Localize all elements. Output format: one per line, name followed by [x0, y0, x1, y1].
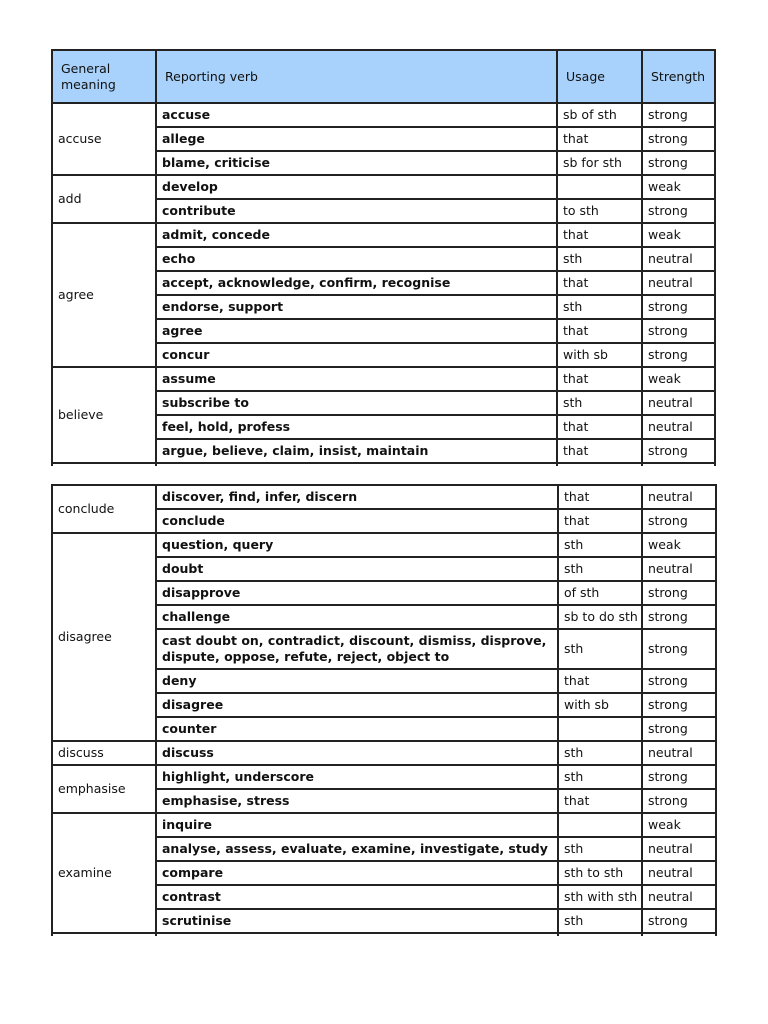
- usage-cell: sth to sth: [558, 861, 642, 885]
- reporting-verb-cell: subscribe to: [156, 391, 557, 415]
- table-row: [52, 741, 716, 765]
- usage-cell: sb to do sth: [558, 605, 642, 629]
- strength-cell: strong: [642, 127, 715, 151]
- table-bottom-stub: [52, 933, 716, 936]
- usage-cell: sth: [558, 741, 642, 765]
- strength-cell: strong: [642, 669, 716, 693]
- reporting-verb-cell: admit, concede: [156, 223, 557, 247]
- strength-cell: neutral: [642, 557, 716, 581]
- usage-cell: that: [557, 319, 642, 343]
- header-reporting-verb: Reporting verb: [156, 50, 557, 103]
- strength-cell: strong: [642, 103, 715, 127]
- general-meaning-cell: emphasise: [52, 765, 156, 813]
- reporting-verb-cell: blame, criticise: [156, 151, 557, 175]
- strength-cell: weak: [642, 175, 715, 199]
- strength-cell: strong: [642, 343, 715, 367]
- strength-cell: strong: [642, 509, 716, 533]
- reporting-verb-cell: disagree: [156, 693, 558, 717]
- reporting-verb-cell: cast doubt on, contradict, discount, dismiss, disprove, dispute, oppose, refute, reject, object to: [156, 629, 558, 669]
- reporting-verb-cell: conclude: [156, 509, 558, 533]
- usage-cell: that: [558, 789, 642, 813]
- reporting-verb-cell: analyse, assess, evaluate, examine, investigate, study: [156, 837, 558, 861]
- reporting-verb-cell: endorse, support: [156, 295, 557, 319]
- usage-cell: sth: [558, 837, 642, 861]
- usage-cell: [558, 717, 642, 741]
- usage-cell: [558, 813, 642, 837]
- reporting-verb-cell: allege: [156, 127, 557, 151]
- reporting-verb-cell: question, query: [156, 533, 558, 557]
- usage-cell: that: [557, 415, 642, 439]
- table-row: [52, 103, 715, 127]
- general-meaning-cell: discuss: [52, 741, 156, 765]
- usage-cell: sb for sth: [557, 151, 642, 175]
- usage-cell: to sth: [557, 199, 642, 223]
- reporting-verb-cell: discuss: [156, 741, 558, 765]
- usage-cell: [557, 175, 642, 199]
- strength-cell: neutral: [642, 415, 715, 439]
- usage-cell: that: [557, 223, 642, 247]
- strength-cell: strong: [642, 629, 716, 669]
- reporting-verb-cell: accuse: [156, 103, 557, 127]
- strength-cell: strong: [642, 693, 716, 717]
- reporting-verb-cell: contrast: [156, 885, 558, 909]
- table-row: [52, 175, 715, 199]
- usage-cell: with sb: [557, 343, 642, 367]
- reporting-verb-cell: concur: [156, 343, 557, 367]
- usage-cell: that: [558, 509, 642, 533]
- usage-cell: that: [558, 485, 642, 509]
- reporting-verb-cell: develop: [156, 175, 557, 199]
- strength-cell: neutral: [642, 247, 715, 271]
- strength-cell: neutral: [642, 741, 716, 765]
- reporting-verbs-table-2: [51, 484, 717, 936]
- usage-cell: that: [557, 271, 642, 295]
- usage-cell: sth: [558, 909, 642, 933]
- usage-cell: sth: [557, 295, 642, 319]
- reporting-verb-cell: feel, hold, profess: [156, 415, 557, 439]
- reporting-verb-cell: accept, acknowledge, confirm, recognise: [156, 271, 557, 295]
- table-row: [52, 223, 715, 247]
- strength-cell: strong: [642, 199, 715, 223]
- table-row: [52, 485, 716, 509]
- usage-cell: sth: [558, 557, 642, 581]
- general-meaning-cell: believe: [52, 367, 156, 463]
- usage-cell: that: [557, 439, 642, 463]
- general-meaning-cell: conclude: [52, 485, 156, 533]
- reporting-verb-cell: highlight, underscore: [156, 765, 558, 789]
- reporting-verbs-table-1: [51, 49, 716, 466]
- usage-cell: sth: [558, 765, 642, 789]
- header-general-meaning: General meaning: [52, 50, 156, 103]
- general-meaning-cell: add: [52, 175, 156, 223]
- strength-cell: neutral: [642, 271, 715, 295]
- table-row: [52, 765, 716, 789]
- general-meaning-cell: agree: [52, 223, 156, 367]
- strength-cell: neutral: [642, 837, 716, 861]
- usage-cell: sb of sth: [557, 103, 642, 127]
- strength-cell: strong: [642, 717, 716, 741]
- reporting-verb-cell: counter: [156, 717, 558, 741]
- table-row: [52, 367, 715, 391]
- strength-cell: strong: [642, 581, 716, 605]
- strength-cell: neutral: [642, 861, 716, 885]
- strength-cell: neutral: [642, 885, 716, 909]
- usage-cell: sth with sth: [558, 885, 642, 909]
- strength-cell: strong: [642, 151, 715, 175]
- reporting-verb-cell: assume: [156, 367, 557, 391]
- reporting-verb-cell: echo: [156, 247, 557, 271]
- strength-cell: strong: [642, 765, 716, 789]
- reporting-verb-cell: compare: [156, 861, 558, 885]
- usage-cell: that: [558, 669, 642, 693]
- strength-cell: weak: [642, 813, 716, 837]
- reporting-verb-cell: disapprove: [156, 581, 558, 605]
- reporting-verb-cell: doubt: [156, 557, 558, 581]
- header-usage: Usage: [557, 50, 642, 103]
- header-strength: Strength: [642, 50, 715, 103]
- general-meaning-cell: disagree: [52, 533, 156, 741]
- usage-cell: of sth: [558, 581, 642, 605]
- strength-cell: neutral: [642, 391, 715, 415]
- general-meaning-cell: accuse: [52, 103, 156, 175]
- usage-cell: with sb: [558, 693, 642, 717]
- table-body: [52, 485, 716, 936]
- reporting-verb-cell: emphasise, stress: [156, 789, 558, 813]
- strength-cell: strong: [642, 319, 715, 343]
- strength-cell: strong: [642, 909, 716, 933]
- table-bottom-stub: [52, 463, 715, 466]
- usage-cell: sth: [557, 391, 642, 415]
- reporting-verb-cell: contribute: [156, 199, 557, 223]
- reporting-verb-cell: agree: [156, 319, 557, 343]
- reporting-verb-cell: challenge: [156, 605, 558, 629]
- strength-cell: weak: [642, 533, 716, 557]
- general-meaning-cell: examine: [52, 813, 156, 933]
- strength-cell: strong: [642, 295, 715, 319]
- strength-cell: weak: [642, 223, 715, 247]
- table-body: [52, 103, 715, 466]
- table-row: [52, 533, 716, 557]
- reporting-verb-cell: inquire: [156, 813, 558, 837]
- usage-cell: that: [557, 367, 642, 391]
- usage-cell: that: [557, 127, 642, 151]
- usage-cell: sth: [558, 629, 642, 669]
- reporting-verb-cell: argue, believe, claim, insist, maintain: [156, 439, 557, 463]
- reporting-verb-cell: deny: [156, 669, 558, 693]
- table-row: [52, 813, 716, 837]
- header-row: [52, 50, 715, 103]
- reporting-verb-cell: discover, find, infer, discern: [156, 485, 558, 509]
- strength-cell: strong: [642, 439, 715, 463]
- strength-cell: strong: [642, 605, 716, 629]
- strength-cell: strong: [642, 789, 716, 813]
- strength-cell: weak: [642, 367, 715, 391]
- strength-cell: neutral: [642, 485, 716, 509]
- usage-cell: sth: [557, 247, 642, 271]
- usage-cell: sth: [558, 533, 642, 557]
- reporting-verb-cell: scrutinise: [156, 909, 558, 933]
